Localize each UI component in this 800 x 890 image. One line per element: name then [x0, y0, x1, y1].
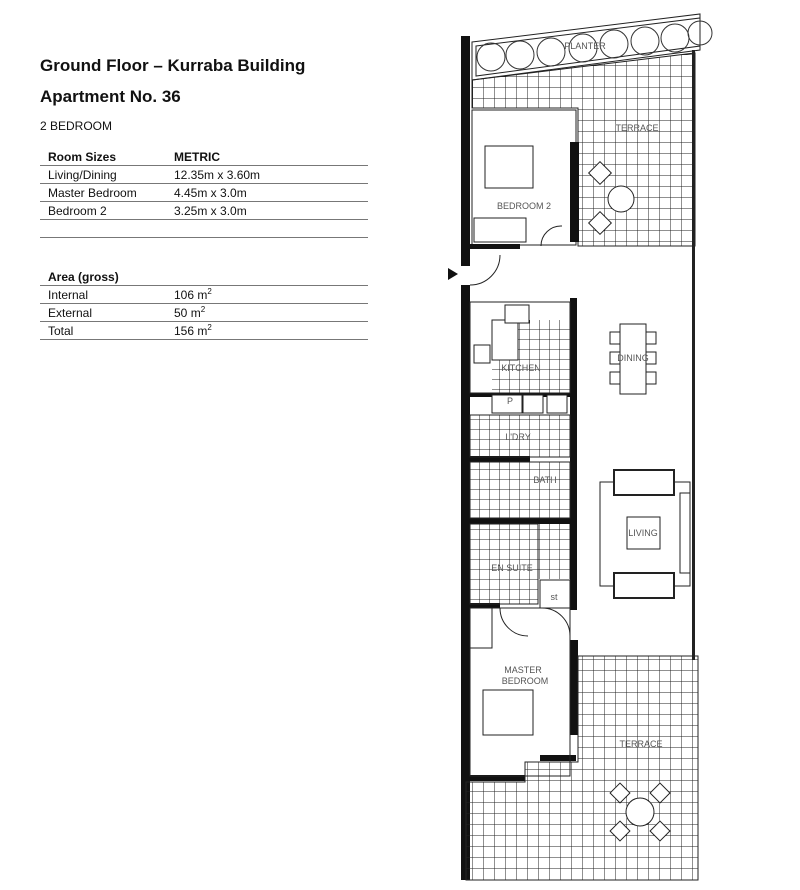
room-name: Master Bedroom: [40, 184, 166, 202]
wardrobe-icon: [474, 218, 526, 242]
room-name: Bedroom 2: [40, 202, 166, 220]
label-store: st: [550, 592, 558, 602]
room-size: 4.45m x 3.0m: [166, 184, 368, 202]
area-name: External: [40, 304, 166, 322]
area-value: 106 $m^2$: [166, 286, 368, 304]
cooktop-icon: [474, 345, 490, 363]
label-laundry: L'DRY: [505, 432, 531, 442]
label-ensuite: EN SUITE: [491, 563, 533, 573]
room-size: 12.35m x 3.60m: [166, 166, 368, 184]
label-master-bedroom: BEDROOM: [501, 676, 549, 686]
label-dining: DINING: [617, 353, 649, 363]
bath: [470, 462, 570, 518]
page-title: Ground Floor – Kurraba Building: [40, 56, 306, 75]
label-master-bedroom: MASTER: [504, 665, 542, 675]
area-value: 50 $m^2$: [166, 304, 368, 322]
sink-icon: [505, 305, 529, 323]
label-living: LIVING: [628, 528, 658, 538]
label-bedroom-2: BEDROOM 2: [496, 201, 552, 211]
label-terrace: TERRACE: [615, 123, 659, 133]
header-metric: METRIC: [166, 148, 368, 166]
label-planter: PLANTER: [564, 41, 606, 51]
room-size: 3.25m x 3.0m: [166, 202, 368, 220]
label-kitchen: KITCHEN: [501, 363, 541, 373]
room-name: Living/Dining: [40, 166, 166, 184]
entry-door-icon: [448, 268, 458, 280]
apartment-number: Apartment No. 36: [40, 87, 181, 106]
label-bath: BATH: [533, 475, 557, 485]
apartment-type: 2 BEDROOM: [40, 119, 113, 133]
area-value: 156 $m^2$: [166, 322, 368, 340]
bed-icon: [483, 690, 533, 735]
label-terrace: TERRACE: [619, 739, 663, 749]
bed-icon: [485, 146, 533, 188]
label-pantry: P: [506, 396, 514, 406]
header-room-sizes: Room Sizes: [40, 148, 166, 166]
area-name: Internal: [40, 286, 166, 304]
header-area: Area (gross): [40, 268, 166, 286]
area-name: Total: [40, 322, 166, 340]
